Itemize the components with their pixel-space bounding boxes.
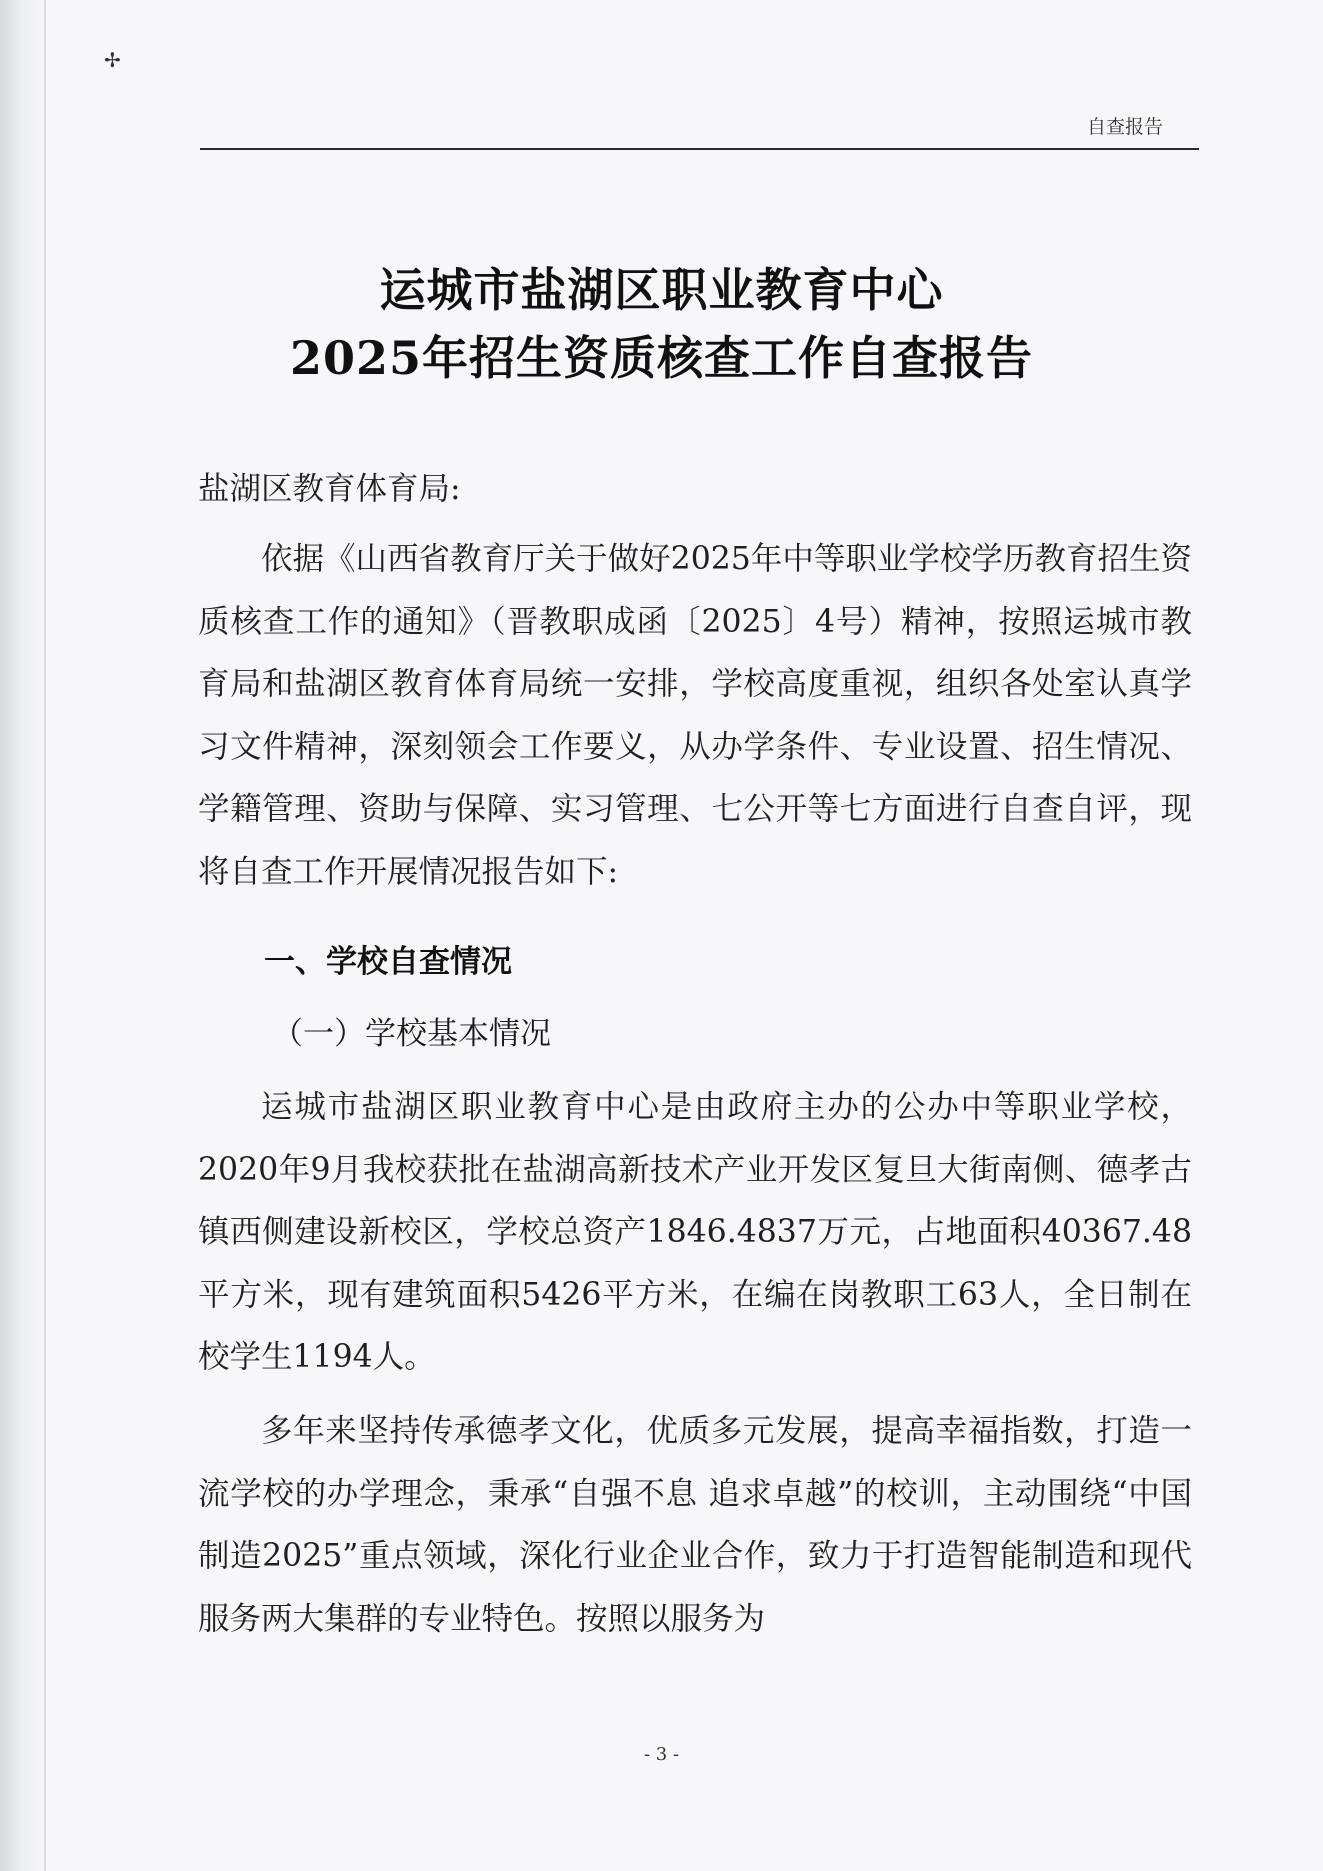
salutation: 盐湖区教育体育局: (198, 471, 461, 507)
basic-info-paragraph: 运城市盐湖区职业教育中心是由政府主办的公办中等职业学校，2020年9月我校获批在盐湖高新技术产业开发区复旦大街南侧、德孝古镇西侧建设新校区，学校总资产1846.4837万元，占地面积40367.48平方米，现有建筑面积5426平方米，在编在岗教职工63人，全日制在校学生1194人。 (198, 1089, 1192, 1375)
document-title-line2: 2025年招生资质核查工作自查报告 (289, 331, 1034, 385)
header-label: 自查报告 (1086, 116, 1163, 138)
scan-mark-icon: ✢ (104, 48, 121, 72)
intro-paragraph: 依据《山西省教育厅关于做好2025年中等职业学校学历教育招生资质核查工作的通知》（晋教职成函〔2025〕4号）精神，按照运城市教育局和盐湖区教育体育局统一安排，学校高度重视，组织各处室认真学习文件精神，深刻领会工作要义，从办学条件、专业设置、招生情况、学籍管理、资助与保障、实习管理、七公开等七方面进行自查自评，现将自查工作开展情况报告如下: (198, 541, 1192, 890)
section-heading: 一、学校自查情况 (264, 944, 512, 980)
header-rule (200, 148, 1199, 150)
philosophy-paragraph: 多年来坚持传承德孝文化，优质多元发展，提高幸福指数，打造一流学校的办学理念，秉承“自强不息 追求卓越”的校训，主动围绕“中国制造2025”重点领域，深化行业企业合作，致力于打造智能制造和现代服务两大集群的专业特色。按照以服务为 (198, 1413, 1192, 1637)
page-number: - 3 - (643, 1744, 680, 1765)
subsection-heading: （一）学校基本情况 (272, 1016, 551, 1052)
document-title-line1: 运城市盐湖区职业教育中心 (379, 263, 944, 317)
